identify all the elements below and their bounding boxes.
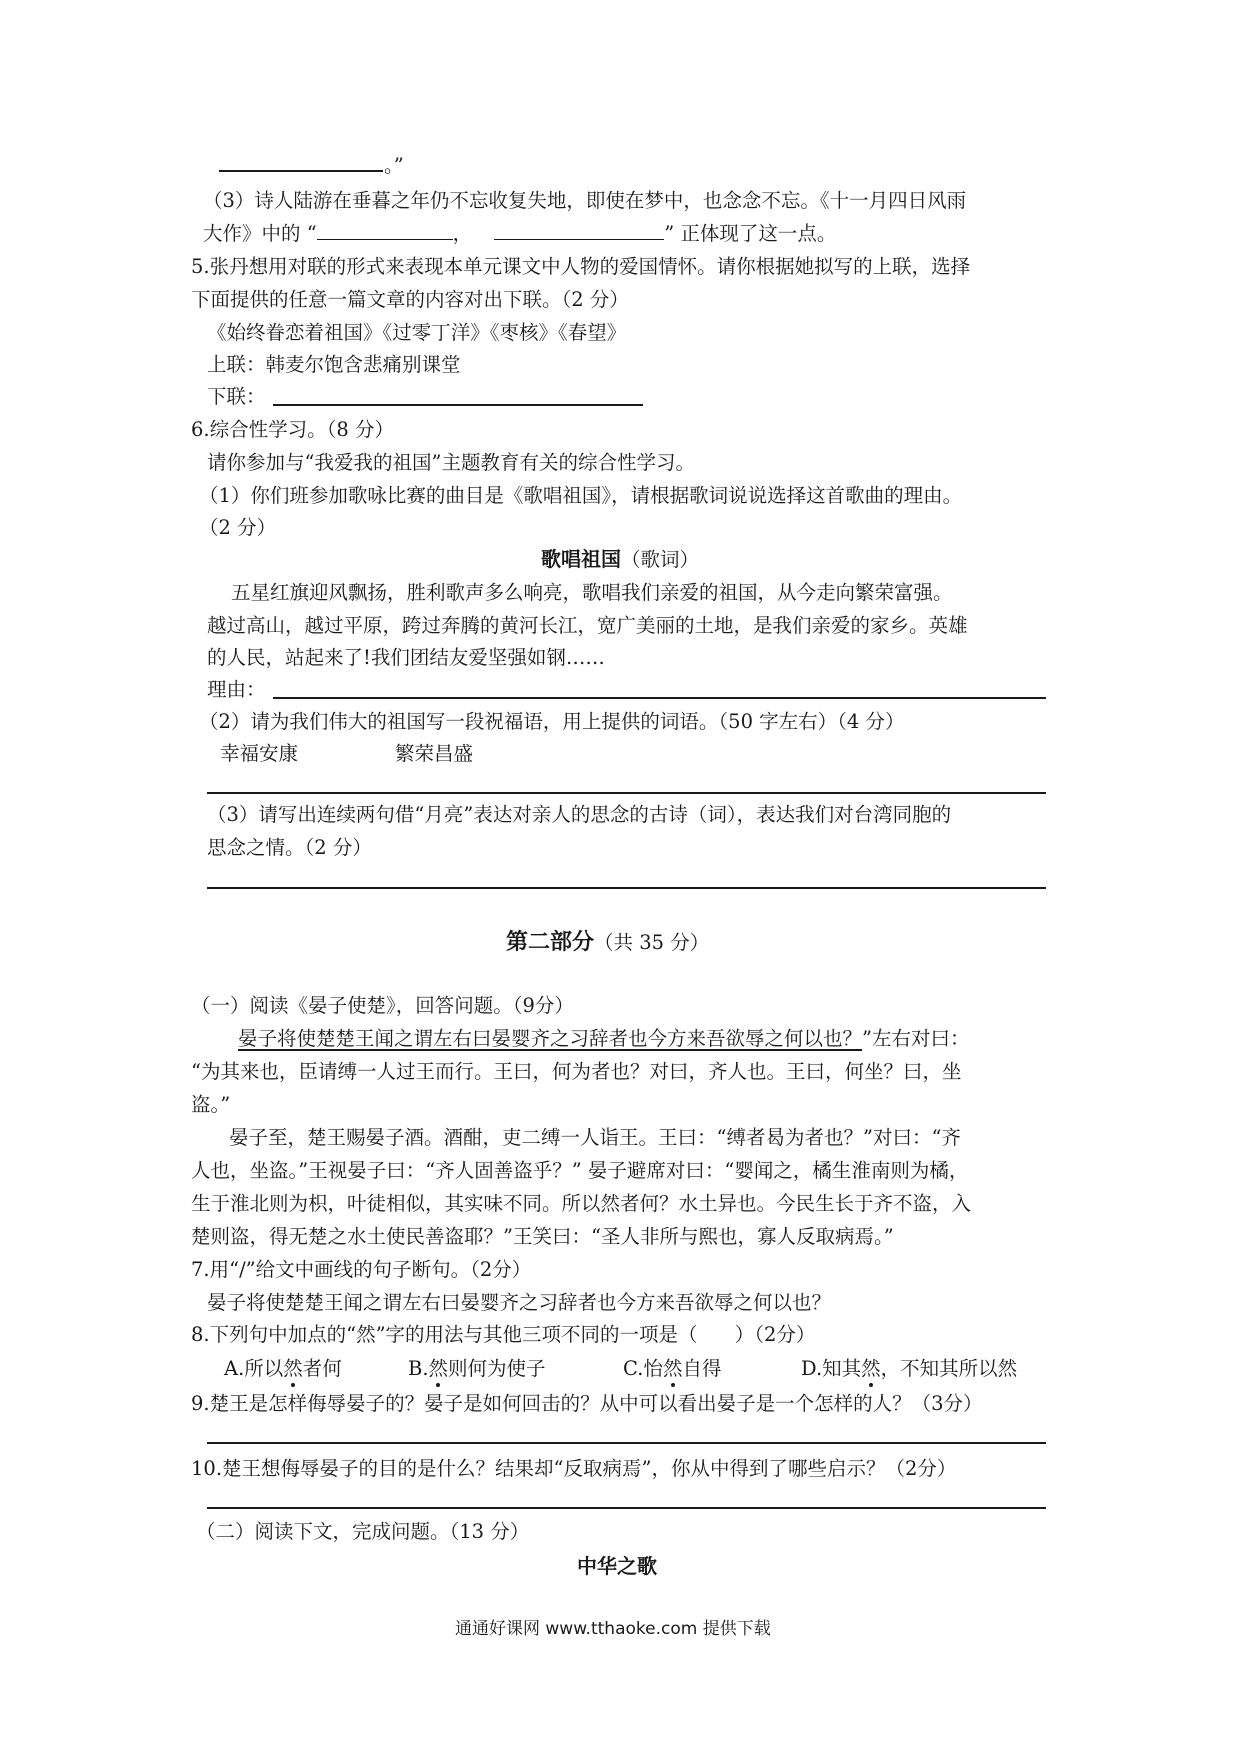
reading2-title: 中华之歌: [577, 1554, 657, 1578]
option-text: 自得: [682, 1357, 722, 1380]
option-text: C.怡: [623, 1357, 663, 1380]
q6-p2: （2）请为我们伟大的祖国写一段祝福语，用上提供的词语。（50 字左右）（4 分）: [199, 710, 905, 733]
q4-item3-line1: （3）诗人陆游在垂暮之年仍不忘收复失地，即使在梦中，也念念不忘。《十一月四日风雨: [203, 189, 967, 212]
q7-sentence: 晏子将使楚楚王闻之谓左右曰晏婴齐之习辞者也今方来吾欲辱之何以也？: [207, 1291, 832, 1314]
dotted-char: 然: [428, 1357, 449, 1380]
option-text: D.知其: [801, 1357, 862, 1380]
option-text: A.所以: [224, 1357, 284, 1380]
passage-line: 晏子至，楚王赐晏子酒。酒酣，吏二缚一人诣王。王曰：“缚者曷为者也？”对曰：“齐: [229, 1126, 961, 1149]
song-title: [541, 549, 699, 570]
word-2: 繁荣昌盛: [395, 742, 474, 765]
reason-label: 理由：: [207, 678, 266, 701]
passage-text: ”左右对曰：: [862, 1027, 970, 1050]
lyric-line: 越过高山，越过平原，跨过奔腾的黄河长江，宽广美丽的土地，是我们亲爱的家乡。英雄: [207, 614, 968, 637]
dotted-char: 然: [861, 1357, 881, 1380]
q4-item3-pre: 大作》中的 “: [203, 222, 317, 245]
word-1: 幸福安康: [220, 742, 299, 765]
song-subtitle: （歌词）: [621, 548, 700, 571]
q5-works: 《始终眷恋着祖国》《过零丁洋》《枣核》《春望》: [207, 321, 627, 344]
passage-line: [238, 1029, 970, 1049]
q4-item3-comma: ，: [452, 222, 473, 245]
reading2-head: （二）阅读下文，完成问题。（13 分）: [196, 1520, 530, 1543]
answer-blank: [317, 238, 453, 240]
q10-text: 10.楚王想侮辱晏子的目的是什么？结果却“反取病焉”，你从中得到了哪些启示？（2分）: [191, 1457, 957, 1480]
answer-line: [219, 150, 383, 172]
passage-line: 楚则盗，得无楚之水土使民善盗耶？”王笑曰：“圣人非所与熙也，寡人反取病焉。”: [191, 1225, 894, 1248]
q8-option-a: [224, 1359, 342, 1379]
lyric-line: 的人民，站起来了!我们团结友爱坚强如钢……: [207, 646, 605, 669]
answer-blank: [494, 238, 664, 240]
option-text: 则何为使子: [448, 1357, 546, 1380]
q4-item3-line2: [203, 224, 836, 244]
page-footer: 通通好课网 www.tthaoke.com 提供下载: [455, 1619, 771, 1639]
q6-intro: 请你参加与“我爱我的祖国”主题教育有关的综合性学习。: [207, 451, 695, 474]
q5-line1: 5.张丹想用对联的形式来表现本单元课文中人物的爱国情怀。请你根据她拟写的上联，选择: [191, 255, 971, 278]
underlined-sentence: 晏子将使楚楚王闻之谓左右曰晏婴齐之习辞者也今方来吾欲辱之何以也？: [238, 1027, 863, 1050]
q9-text: 9.楚王是怎样侮辱晏子的？晏子是如何回击的？从中可以看出晏子是一个怎样的人？（3分）: [191, 1392, 983, 1415]
dotted-char: 然: [662, 1357, 683, 1380]
q8-option-d: [801, 1359, 1017, 1379]
answer-line: [273, 404, 643, 406]
part2-title: 第二部分: [506, 930, 595, 955]
q8-option-b: [408, 1359, 546, 1379]
q5-lower-label: 下联：: [207, 385, 266, 408]
answer-line: [207, 1507, 1046, 1509]
q6-p1-line2: （2 分）: [199, 516, 277, 539]
option-text: 者何: [302, 1357, 342, 1380]
passage-line: 人也，坐盗。”王视晏子曰：“齐人固善盗乎？” 晏子避席对曰：“婴闻之，橘生淮南则为橘，: [191, 1159, 969, 1182]
reading1-head: （一）阅读《晏子使楚》，回答问题。（9分）: [191, 994, 574, 1017]
q4-item3-post: ” 正体现了这一点。: [664, 222, 837, 245]
answer-line: [207, 792, 1046, 794]
part2-heading: [506, 932, 709, 954]
passage-line: 盗。”: [191, 1093, 231, 1116]
option-text: ，不知其所以然: [880, 1357, 1018, 1380]
q6-p1-line1: （1）你们班参加歌咏比赛的曲目是《歌唱祖国》，请根据歌词说说选择这首歌曲的理由。: [199, 484, 963, 507]
q6-head: 6.综合性学习。（8 分）: [191, 418, 394, 441]
answer-line: [207, 1442, 1046, 1444]
song-title-text: 歌唱祖国: [541, 547, 621, 571]
q6-p3-line2: 思念之情。（2 分）: [207, 836, 372, 859]
q8-option-c: [623, 1359, 721, 1379]
dotted-char: 然: [283, 1357, 303, 1380]
q8-head: 8.下列句中加点的“然”字的用法与其他三项不同的一项是（ ）（2分）: [191, 1323, 816, 1346]
q5-upper-couplet: 上联：韩麦尔饱含悲痛别课堂: [207, 353, 461, 376]
passage-line: 生于淮北则为枳，叶徒相似，其实味不同。所以然者何？水土异也。今民生长于齐不盗，入: [191, 1192, 972, 1215]
option-text: B.: [408, 1357, 429, 1380]
q4-tail: 。”: [384, 154, 404, 177]
q5-line2: 下面提供的任意一篇文章的内容对出下联。（2 分）: [191, 288, 629, 311]
part2-score: （共 35 分）: [594, 931, 710, 954]
q6-p3-line1: （3）请写出连续两句借“月亮”表达对亲人的思念的古诗（词），表达我们对台湾同胞的: [207, 803, 952, 826]
lyric-line: 五星红旗迎风飘扬，胜利歌声多么响亮，歌唱我们亲爱的祖国，从今走向繁荣富强。: [231, 581, 953, 604]
answer-line: [273, 697, 1046, 699]
passage-line: “为其来也，臣请缚一人过王而行。王曰，何为者也？对曰，齐人也。王曰，何坐？曰，坐: [191, 1060, 962, 1083]
q7-head: 7.用“/”给文中画线的句子断句。（2分）: [191, 1258, 532, 1281]
answer-line: [207, 887, 1046, 889]
